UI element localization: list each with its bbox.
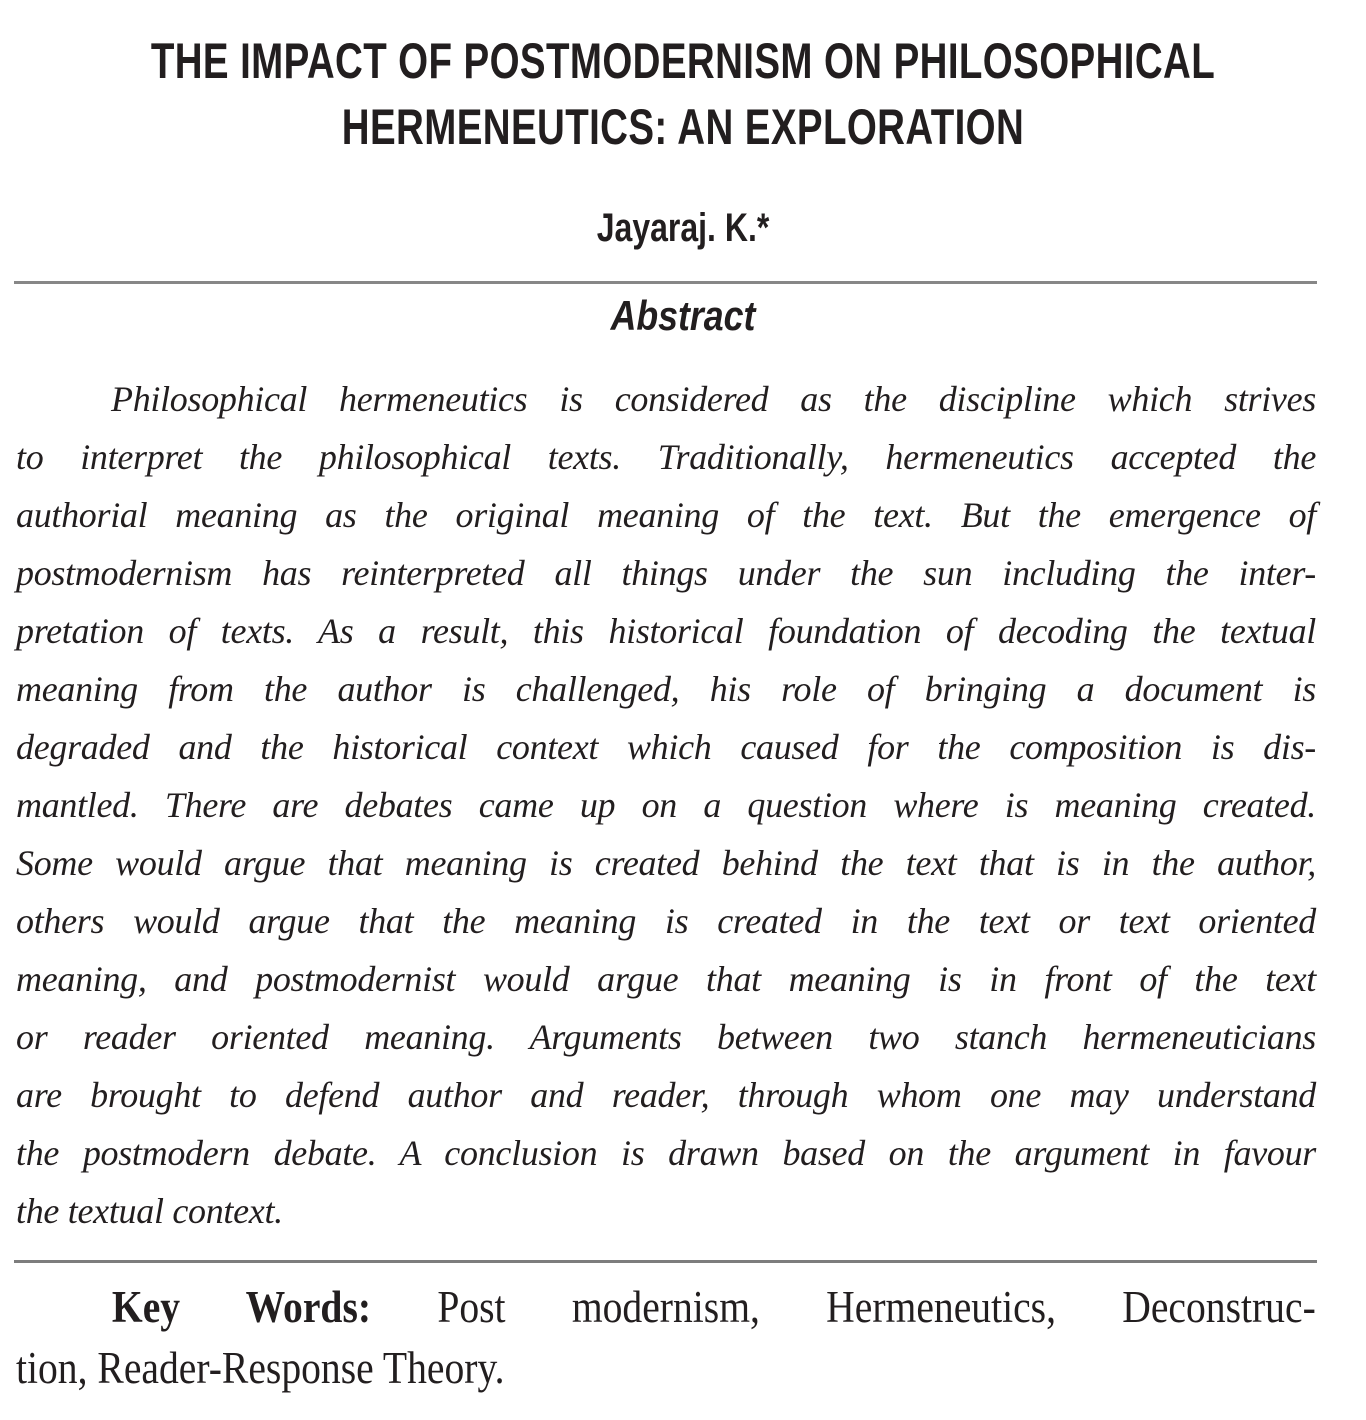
abstract-line: meaning from the author is challenged, his role of bringing a document is — [16, 669, 1316, 709]
abstract-line: postmodernism has reinterpreted all things under the sun including the inter- — [16, 553, 1316, 593]
title-line: HERMENEUTICS: AN EXPLORATION — [341, 99, 1025, 155]
abstract-line: meaning, and postmodernist would argue that meaning is in front of the text — [16, 959, 1316, 999]
title-line: THE IMPACT OF POSTMODERNISM ON PHILOSOPHICAL — [150, 33, 1216, 89]
abstract-line: authorial meaning as the original meaning of the text. But the emergence of — [16, 495, 1316, 535]
keywords-line-2: tion, Reader-Response Theory. — [16, 1343, 505, 1393]
abstract-line: Philosophical hermeneutics is considered as the discipline which strives — [111, 379, 1316, 419]
bottom-divider-rule — [14, 1260, 1317, 1263]
abstract-line: the textual context. — [16, 1191, 283, 1231]
keywords-label: Key Words: — [111, 1282, 372, 1332]
abstract-line: are brought to defend author and reader, through whom one may understand — [16, 1075, 1316, 1115]
author-name: Jayaraj. K.* — [596, 206, 770, 250]
abstract-line: mantled. There are debates came up on a question where is meaning created. — [16, 785, 1316, 825]
abstract-line: or reader oriented meaning. Arguments between two stanch hermeneuticians — [16, 1017, 1316, 1057]
keywords-text: Post modernism, Hermeneutics, Deconstruc- — [437, 1282, 1316, 1332]
abstract-heading: Abstract — [610, 292, 756, 339]
top-divider-rule — [14, 281, 1317, 284]
abstract-line: degraded and the historical context which caused for the composition is dis- — [16, 727, 1316, 767]
abstract-line: to interpret the philosophical texts. Traditionally, hermeneutics accepted the — [16, 437, 1316, 477]
abstract-line: pretation of texts. As a result, this historical foundation of decoding the textual — [16, 611, 1316, 651]
abstract-paragraph — [16, 370, 1316, 1240]
abstract-line: others would argue that the meaning is created in the text or text oriented — [16, 901, 1316, 941]
paper-title — [151, 28, 1215, 160]
keywords-line-1 — [16, 1277, 1316, 1338]
abstract-line: Some would argue that meaning is created behind the text that is in the author, — [16, 843, 1316, 883]
abstract-line: the postmodern debate. A conclusion is drawn based on the argument in favour — [16, 1133, 1316, 1173]
keywords-section — [16, 1277, 1316, 1399]
